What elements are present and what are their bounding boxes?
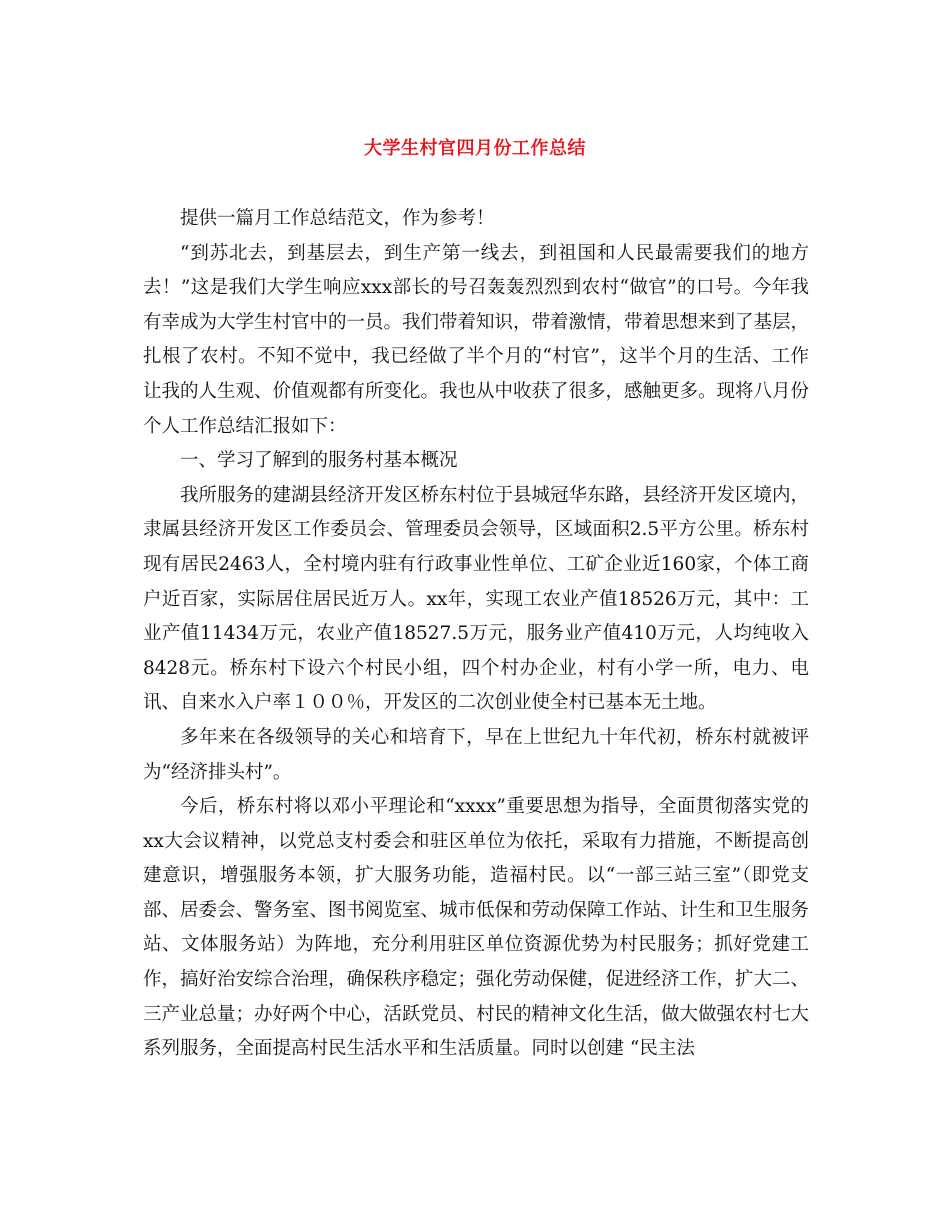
document-body [143,202,809,1067]
paragraph-intro: 提供一篇月工作总结范文，作为参考！ [180,208,495,229]
paragraph-future-plan: 今后，桥东村将以邓小平理论和“xxxx”重要思想为指导，全面贯彻落实党的xx大会议精神，以党总支村委会和驻区单位为依托，采取有力措施，不断提高创建意识，增强服务本领，扩大服务功能，造福村民。以“一部三站三室”（即党支部、居委会、警务室、图书阅览室、城市低保和劳动保障工作站、计生和卫生服务站、文体服务站）为阵地，充分利用驻区单位资源优势为村民服务；抓好党建工作，搞好治安综合治理，确保秩序稳定；强化劳动保健，促进经济工作，扩大二、三产业总量；办好两个中心，活跃党员、村民的精神文化生活，做大做强农村七大系列服务，全面提高村民生活水平和生活质量。同时以创建 “民主法 [143,796,810,1060]
document-title: 大学生村官四月份工作总结 [364,138,586,159]
paragraph-honor: 多年来在各级领导的关心和培育下，早在上世纪九十年代初，桥东村就被评为“经济排头村”。 [143,726,809,783]
section-heading-1: 一、学习了解到的服务村基本概况 [180,450,458,472]
paragraph-opening: “到苏北去，到基层去，到生产第一线去，到祖国和人民最需要我们的地方去！”这是我们大学生响应xxx部长的号召轰轰烈烈到农村“做官”的口号。今年我有幸成为大学生村官中的一员。我们带着知识，带着激情，带着思想来到了基层，扎根了农村。不知不觉中，我已经做了半个月的“村官”，这半个月的生活、工作让我的人生观、价值观都有所变化。我也从中收获了很多，感触更多。现将八月份个人工作总结汇报如下： [143,242,810,437]
paragraph-village-overview: 我所服务的建湖县经济开发区桥东村位于县城冠华东路，县经济开发区境内，隶属县经济开发区工作委员会、管理委员会领导，区域面积2.5平方公里。桥东村现有居民2463人，全村境内驻有行政事业性单位、工矿企业近160家，个体工商户近百家，实际居住居民近万人。xx年，实现工农业产值18526万元，其中：工业产值11434万元，农业产值18527.5万元，服务业产值410万元，人均纯收入8428元。桥东村下设六个村民小组，四个村办企业，村有小学一所，电力、电讯、自来水入户率１００％，开发区的二次创业使全村已基本无土地。 [143,484,810,714]
